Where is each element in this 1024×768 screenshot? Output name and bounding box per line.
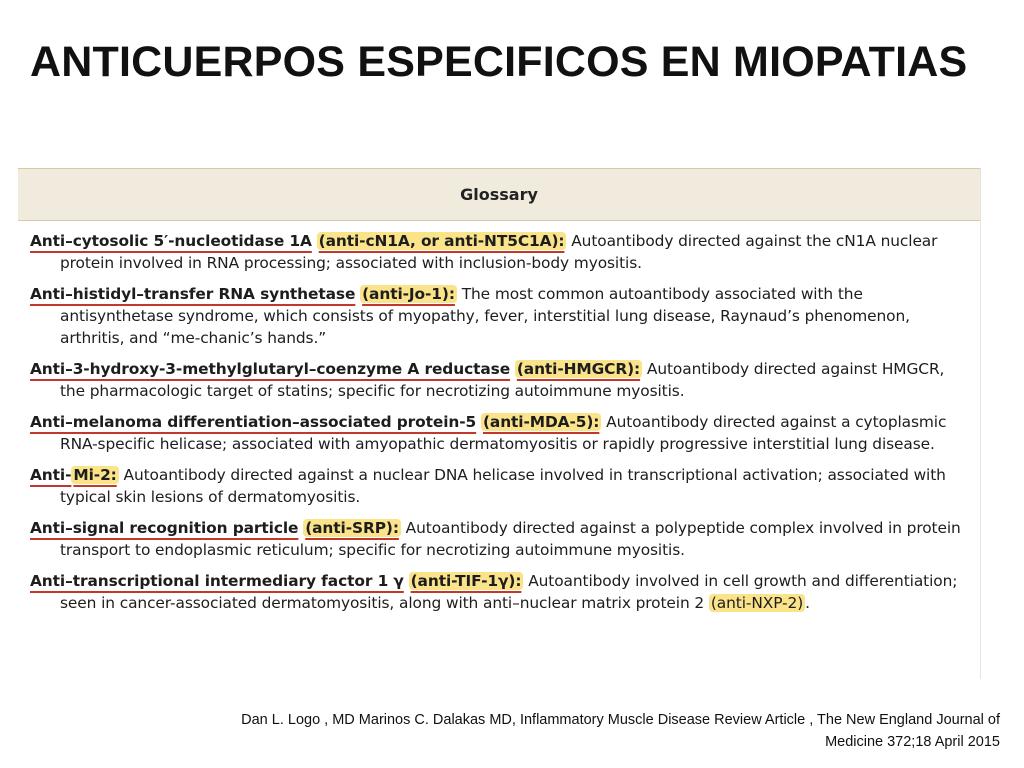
citation [140, 709, 1000, 753]
glossary-entry-anti-mda-5 [30, 411, 966, 455]
glossary-header [18, 169, 980, 221]
entry-term: Anti–melanoma differentiation–associated protein-5 [30, 413, 477, 431]
entry-term: Anti–histidyl–transfer RNA synthetase [30, 285, 356, 303]
entry-term: Anti–signal recognition particle [30, 519, 299, 537]
entry-extra-abbreviation: (anti-NXP-2) [710, 594, 804, 612]
glossary-entry-anti-srp [30, 517, 966, 561]
entry-definition: Autoantibody directed against a polypeptide complex involved in protein transport to endoplasmic reticulum; specific for necrotizing autoimmune myositis. [60, 519, 961, 559]
entry-abbreviation: Mi-2: [73, 466, 117, 484]
entry-definition: Autoantibody directed against the cN1A nuclear protein involved in RNA processing; associated with inclusion-body myositis. [60, 232, 938, 272]
entry-definition: The most common autoantibody associated with the antisynthetase syndrome, which consists of myopathy, fever, interstitial lung disease, Raynaud’s phenomenon, arthritis, and “me-chanic’s hands.” [60, 285, 910, 347]
glossary-entry-anti-tif-1g [30, 570, 966, 614]
glossary-entries [18, 230, 980, 614]
glossary-entry-anti-hmgcr [30, 358, 966, 402]
entry-abbreviation: (anti-SRP): [305, 519, 399, 537]
glossary-figure [18, 168, 981, 679]
entry-term: Anti–transcriptional intermediary factor 1 γ [30, 572, 404, 590]
entry-term: Anti–cytosolic 5′-nucleotidase 1A [30, 232, 312, 250]
entry-tail: . [805, 594, 810, 612]
glossary-entry-anti-mi-2 [30, 464, 966, 508]
glossary-entry-anti-cn1a [30, 230, 966, 274]
entry-definition: Autoantibody directed against a nuclear DNA helicase involved in transcriptional activation; associated with typical skin lesions of dermatomyositis. [60, 466, 946, 506]
entry-definition: Autoantibody directed against HMGCR, the pharmacologic target of statins; specific for necrotizing autoimmune myositis. [60, 360, 945, 400]
entry-abbreviation: (anti-Jo-1): [362, 285, 455, 303]
slide-title: ANTICUERPOS ESPECIFICOS EN MIOPATIAS [30, 38, 968, 86]
entry-definition: Autoantibody directed against a cytoplasmic RNA-specific helicase; associated with amyopathic dermatomyositis or rapidly progressive interstitial lung disease. [60, 413, 947, 453]
entry-abbreviation: (anti-cN1A, or anti-NT5C1A): [318, 232, 565, 250]
entry-abbreviation: (anti-TIF-1γ): [410, 572, 522, 590]
citation-line-2: Medicine 372;18 April 2015 [825, 734, 1000, 750]
entry-abbreviation: (anti-HMGCR): [516, 360, 641, 378]
entry-term: Anti- [30, 466, 72, 484]
glossary-entry-anti-jo-1 [30, 283, 966, 349]
glossary-heading: Glossary [460, 185, 538, 204]
entry-term: Anti–3-hydroxy-3-methylglutaryl–coenzyme A reductase [30, 360, 511, 378]
entry-abbreviation: (anti-MDA-5): [482, 413, 600, 431]
entry-definition: Autoantibody involved in cell growth and differentiation; seen in cancer-associated dermatomyositis, along with anti–nuclear matrix protein 2 [60, 572, 958, 612]
citation-line-1: Dan L. Logo , MD Marinos C. Dalakas MD, Inflammatory Muscle Disease Review Article , The New England Journal of [241, 712, 1000, 728]
